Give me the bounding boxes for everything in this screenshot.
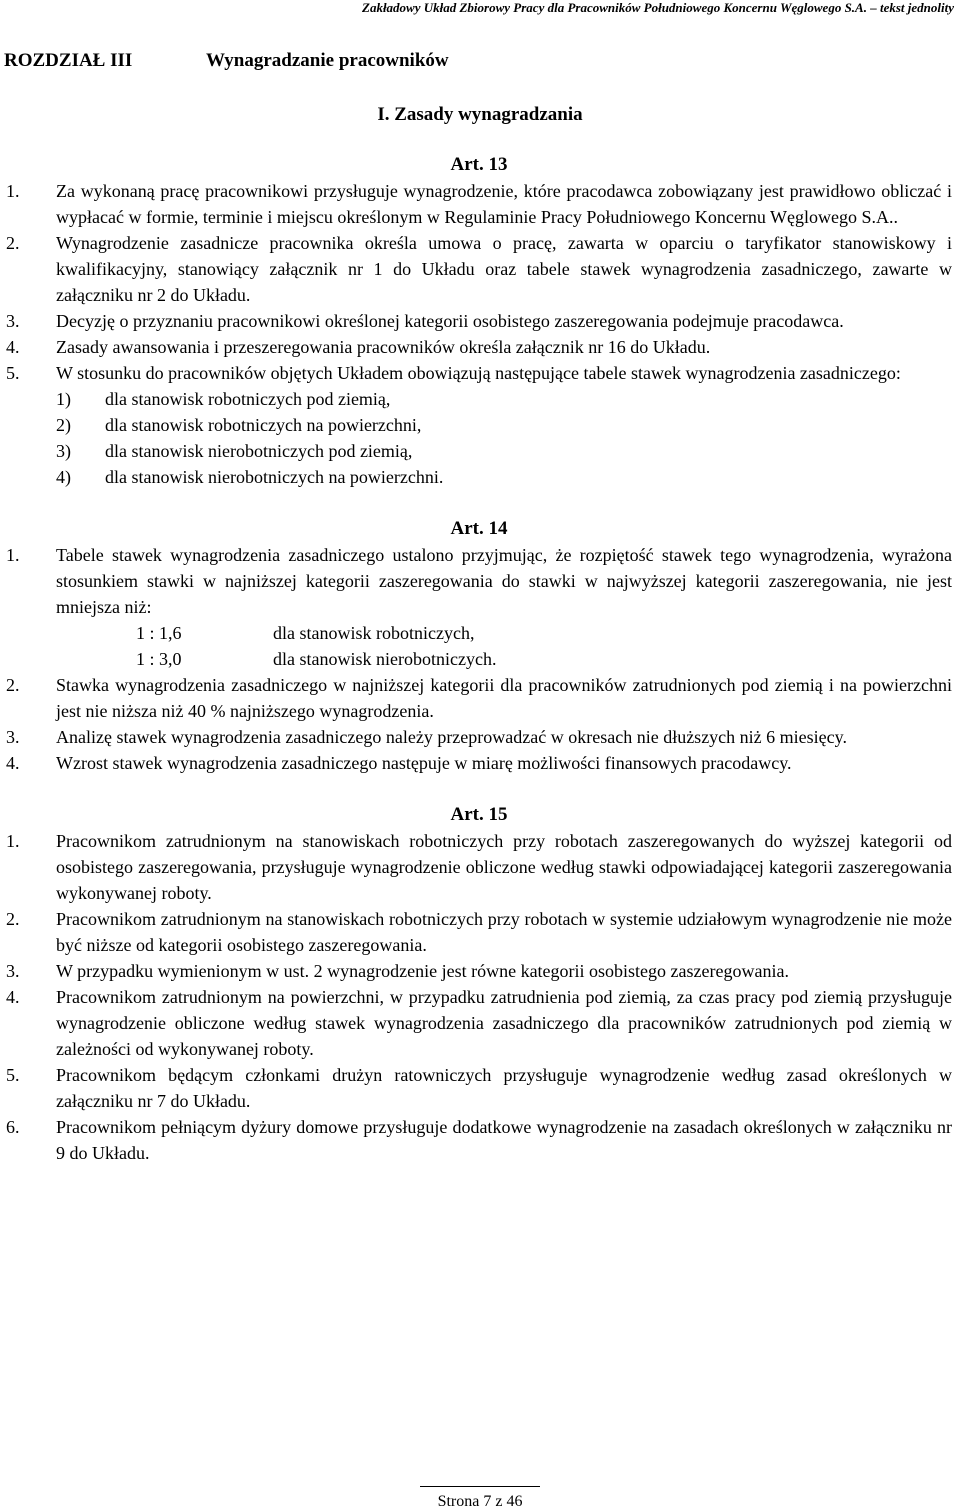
art15-para-6: [6, 1114, 952, 1166]
ratio-text: dla stanowisk nierobotniczych.: [273, 649, 497, 669]
para-number: 5.: [6, 1065, 20, 1085]
article-13-heading: Art. 13: [450, 154, 508, 175]
item-text: dla stanowisk robotniczych na powierzchni,: [105, 415, 422, 435]
para-text: Analizę stawek wynagrodzenia zasadniczego należy przeprowadzać w okresach nie dłuższych niż 6 miesięcy.: [56, 727, 847, 747]
para-text: Decyzję o przyznaniu pracownikowi określonej kategorii osobistego zaszeregowania podejmuje pracodawca.: [56, 311, 844, 331]
ratio-value: 1 : 1,6: [136, 623, 182, 643]
para-text: Stawka wynagrodzenia zasadniczego w najniższej kategorii dla pracowników zatrudnionych pod ziemią i na powierzchni jest nie niższa niż 40 % najniższego wynagrodzenia.: [56, 675, 952, 721]
para-number: 4.: [6, 987, 20, 1007]
chapter-title: Wynagradzanie pracowników: [206, 50, 449, 71]
section-title: I. Zasady wynagradzania: [377, 104, 583, 125]
art14-para-3: [6, 724, 952, 750]
list-item: [56, 386, 952, 412]
art15-para-1: [6, 828, 952, 906]
para-number: 1.: [6, 831, 20, 851]
chapter-number: ROZDZIAŁ III: [4, 50, 133, 71]
para-number: 1.: [6, 181, 20, 201]
para-text: W przypadku wymienionym w ust. 2 wynagrodzenie jest równe kategorii osobistego zaszeregowania.: [56, 961, 789, 981]
para-text: Pracownikom zatrudnionym na stanowiskach robotniczych przy robotach zaszeregowanych do wyższej kategorii od osobistego zaszeregowania, przysługuje wynagrodzenie obliczone według stawki odpowiadającej kategorii zaszeregowania wykonywanej roboty.: [56, 831, 952, 903]
ratio-line: [56, 620, 952, 646]
para-number: 2.: [6, 675, 20, 695]
art14-para-4: [6, 750, 952, 776]
para-number: 3.: [6, 311, 20, 331]
para-text: Wynagrodzenie zasadnicze pracownika określa umowa o pracę, zawarta w oparciu o taryfikator stanowiskowy i kwalifikacyjny, stanowiący załącznik nr 1 do Układu oraz tabele stawek wynagrodzenia zasadniczego, zawarte w załączniku nr 2 do Układu.: [56, 233, 952, 305]
para-number: 4.: [6, 753, 20, 773]
art13-para-5: [6, 360, 952, 490]
para-text: Tabele stawek wynagrodzenia zasadniczego ustalono przyjmując, że rozpiętość stawek tego wynagrodzenia, wyrażona stosunkiem stawki w najniższej kategorii zaszeregowania do stawki w najwyższej kategorii zaszeregowania, nie jest mniejsza niż:: [56, 545, 952, 617]
para-text: Za wykonaną pracę pracownikowi przysługuje wynagrodzenie, które pracodawca zobowiązany jest prawidłowo obliczać i wypłacać w formie, terminie i miejscu określonym w Regulaminie Pracy Południowego Koncernu Węglowego S.A..: [56, 181, 952, 227]
footer-divider: [420, 1486, 540, 1487]
para-number: 2.: [6, 909, 20, 929]
art15-para-5: [6, 1062, 952, 1114]
item-number: 1): [56, 389, 71, 409]
para-text: Pracownikom będącym członkami drużyn ratowniczych przysługuje wynagrodzenie według zasad określonych w załączniku nr 7 do Układu.: [56, 1065, 952, 1111]
item-text: dla stanowisk robotniczych pod ziemią,: [105, 389, 391, 409]
item-text: dla stanowisk nierobotniczych na powierzchni.: [105, 467, 444, 487]
para-text: Pracownikom zatrudnionym na powierzchni, w przypadku zatrudnienia pod ziemią, za czas pracy pod ziemią przysługuje wynagrodzenie obliczone według stawek wynagrodzenia zasadniczego dla pracowników zatrudnionych pod ziemią w zależności od wykonywanej roboty.: [56, 987, 952, 1059]
para-number: 1.: [6, 545, 20, 565]
article-14-heading: Art. 14: [450, 518, 508, 539]
list-item: [56, 438, 952, 464]
ratio-text: dla stanowisk robotniczych,: [273, 623, 475, 643]
item-number: 4): [56, 467, 71, 487]
para-text: W stosunku do pracowników objętych Układem obowiązują następujące tabele stawek wynagrodzenia zasadniczego:: [56, 363, 901, 383]
para-text: Pracownikom zatrudnionym na stanowiskach robotniczych przy robotach w systemie udziałowym wynagrodzenie nie może być niższe od kategorii osobistego zaszeregowania.: [56, 909, 952, 955]
para-text: Pracownikom pełniącym dyżury domowe przysługuje dodatkowe wynagrodzenie na zasadach określonych w załączniku nr 9 do Układu.: [56, 1117, 952, 1163]
art13-para-1: [6, 178, 952, 230]
page-number: Strona 7 z 46: [437, 1493, 523, 1510]
list-item: [56, 412, 952, 438]
art13-para-3: [6, 308, 952, 334]
art15-para-2: [6, 906, 952, 958]
art14-para-2: [6, 672, 952, 724]
para-text: Wzrost stawek wynagrodzenia zasadniczego następuje w miarę możliwości finansowych pracodawcy.: [56, 753, 792, 773]
article-15-heading: Art. 15: [450, 804, 508, 825]
para-number: 3.: [6, 727, 20, 747]
item-text: dla stanowisk nierobotniczych pod ziemią,: [105, 441, 413, 461]
art15-para-4: [6, 984, 952, 1062]
ratio-line: [56, 646, 952, 672]
para-number: 3.: [6, 961, 20, 981]
para-number: 5.: [6, 363, 20, 383]
art13-para-4: [6, 334, 952, 360]
art14-para-1: [6, 542, 952, 672]
para-number: 6.: [6, 1117, 20, 1137]
art15-para-3: [6, 958, 952, 984]
list-item: [56, 464, 952, 490]
item-number: 3): [56, 441, 71, 461]
para-number: 4.: [6, 337, 20, 357]
running-header: Zakładowy Układ Zbiorowy Pracy dla Pracowników Południowego Koncernu Węglowego S.A. – tekst jednolity: [362, 0, 954, 15]
document-body: [6, 152, 952, 1166]
para-text: Zasady awansowania i przeszeregowania pracowników określa załącznik nr 16 do Układu.: [56, 337, 711, 357]
ratio-value: 1 : 3,0: [136, 649, 182, 669]
item-number: 2): [56, 415, 71, 435]
para-number: 2.: [6, 233, 20, 253]
art13-para-2: [6, 230, 952, 308]
